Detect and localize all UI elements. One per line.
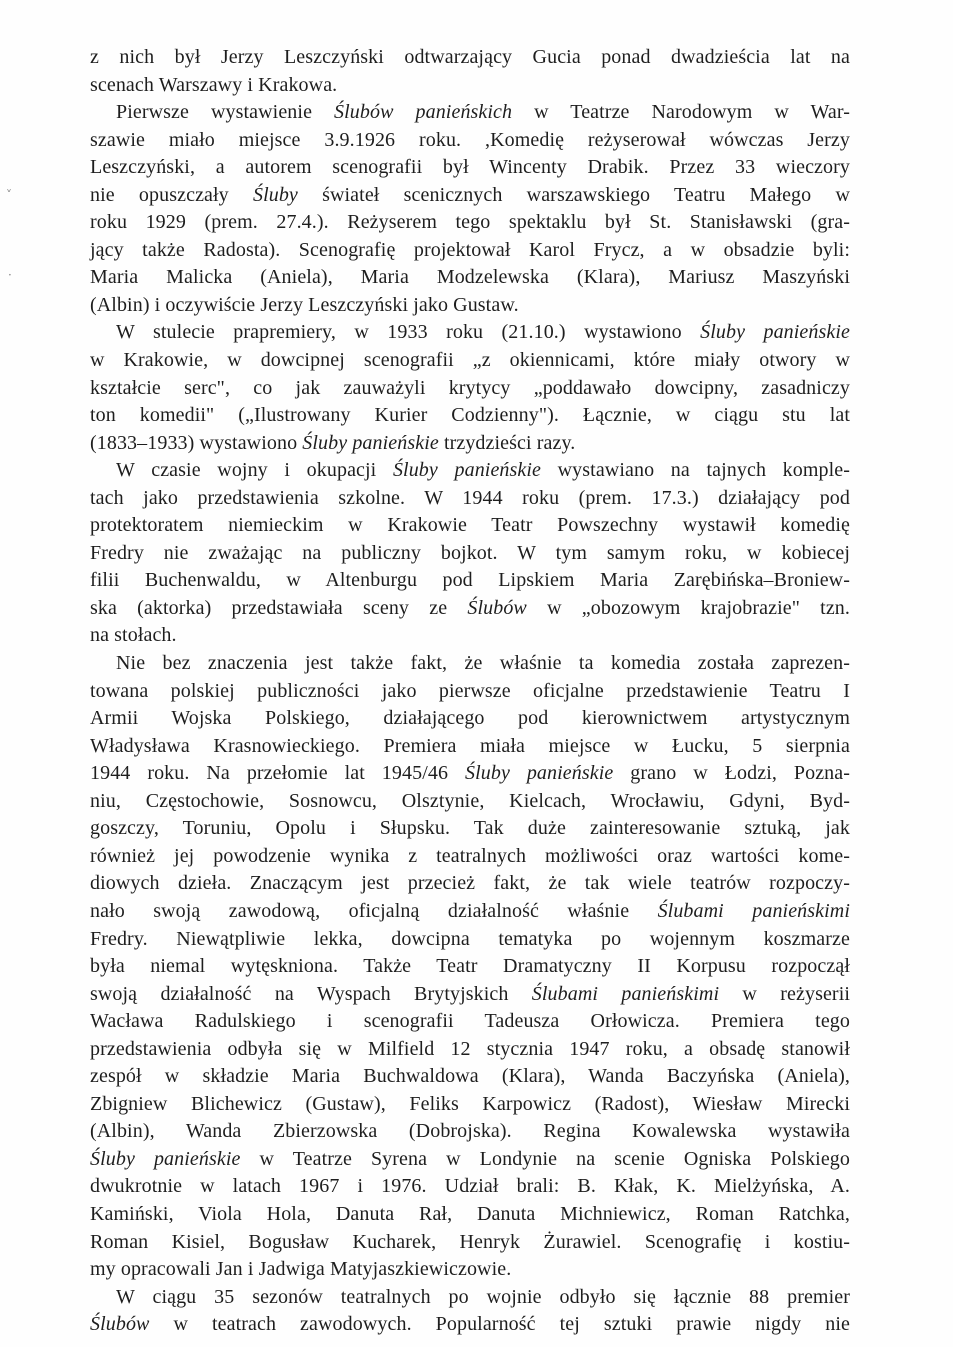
text-span: goszczy, Toruniu, Opolu i Słupsku. Tak duże zainteresowanie sztuką, jak bbox=[90, 817, 850, 840]
margin-speck: ˅ bbox=[6, 188, 12, 202]
text-line bbox=[90, 760, 850, 788]
text-span: towana polskiej publiczności jako pierwsze oficjalne przedstawienie Teatru I bbox=[90, 679, 850, 702]
text-span: protektoratem niemieckim w Krakowie Teatr Powszechny wystawił komedię bbox=[90, 514, 850, 537]
text-span: świateł scenicznych warszawskiego Teatru Małego w bbox=[297, 183, 850, 206]
text-line bbox=[90, 1201, 850, 1229]
italic-title-span: Ślubami panieńskimi bbox=[531, 982, 720, 1005]
text-line bbox=[90, 705, 850, 733]
text-line bbox=[90, 347, 850, 375]
italic-title-span: Ślubami panieńskimi bbox=[657, 899, 850, 922]
text-span: w Teatrze Syrena w Londynie na scenie Ogniska Polskiego bbox=[240, 1147, 851, 1170]
text-line bbox=[90, 237, 850, 265]
text-span: z nich był Jerzy Leszczyński odtwarzający Gucia ponad dwadzieścia lat na bbox=[90, 46, 850, 68]
text-span: niu, Częstochowie, Sosnowcu, Olsztynie, Kielcach, Wrocławiu, Gdyni, Byd- bbox=[90, 789, 850, 812]
text-span: ska (aktorka) przedstawiała sceny ze bbox=[90, 596, 468, 619]
text-line bbox=[90, 815, 850, 843]
text-span: grano w Łodzi, Pozna- bbox=[613, 762, 851, 785]
text-line bbox=[90, 375, 850, 403]
text-span: diowych dzieła. Znaczącym jest przecież fakt, że tak wiele teatrów rozpoczy- bbox=[90, 872, 850, 895]
text-line bbox=[90, 430, 850, 458]
text-line bbox=[90, 650, 850, 678]
text-line bbox=[90, 1256, 850, 1284]
text-span: Kamiński, Viola Hola, Danuta Rał, Danuta Michniewicz, Roman Ratchka, bbox=[90, 1202, 850, 1225]
text-line bbox=[90, 870, 850, 898]
text-span: przedstawienia odbyła się w Milfield 12 stycznia 1947 roku, a obsadę stanowił bbox=[90, 1037, 850, 1060]
text-span: również jej powodzenie wynika z teatralnych możliwości oraz wartości kome- bbox=[90, 844, 850, 867]
text-span: Armii Wojska Polskiego, działającego pod kierownictwem artystycznym bbox=[90, 707, 850, 730]
text-line bbox=[90, 99, 850, 127]
text-line bbox=[90, 622, 850, 650]
text-span: scenach Warszawy i Krakowa. bbox=[90, 73, 338, 96]
text-span: Leszczyński, a autorem scenografii był Wincenty Drabik. Przez 33 wieczory bbox=[90, 156, 850, 179]
text-span: szawie miało miejsce 3.9.1926 roku. ,Komedię reżyserował wówczas Jerzy bbox=[90, 128, 850, 151]
text-line bbox=[90, 595, 850, 623]
text-line bbox=[90, 485, 850, 513]
text-line bbox=[90, 898, 850, 926]
text-span: była niemal wytęskniona. Także Teatr Dramatyczny II Korpusu rozpoczął bbox=[90, 955, 850, 978]
text-span: nie opuszczały bbox=[90, 183, 253, 206]
text-line bbox=[90, 981, 850, 1009]
text-line bbox=[90, 1118, 850, 1146]
text-span: W ciągu 35 sezonów teatralnych po wojnie odbyło się łącznie 88 premier bbox=[116, 1285, 850, 1308]
text-span: W czasie wojny i okupacji bbox=[116, 459, 393, 482]
text-span: Władysława Krasnowieckiego. Premiera miała miejsce w Łucku, 5 sierpnia bbox=[90, 734, 850, 757]
margin-speck: · bbox=[8, 268, 12, 282]
text-span: w „obozowym krajobrazie" tzn. bbox=[526, 596, 850, 619]
text-line bbox=[90, 182, 850, 210]
italic-title-span: Ślubów bbox=[467, 596, 527, 619]
text-span: nało swoją zawodową, oficjalną działalność właśnie bbox=[90, 899, 658, 922]
italic-title-span: Śluby panieńskie bbox=[464, 762, 614, 785]
italic-title-span: Śluby panieńskie bbox=[392, 459, 542, 482]
text-span: w teatrach zawodowych. Popularność tej sztuki prawie nigdy nie bbox=[149, 1313, 850, 1336]
text-line bbox=[90, 402, 850, 430]
text-line bbox=[90, 1008, 850, 1036]
text-span: w reżyserii bbox=[719, 982, 851, 1005]
text-span: na stołach. bbox=[90, 624, 177, 647]
text-line bbox=[90, 733, 850, 761]
text-span: Pierwsze wystawienie bbox=[116, 101, 335, 124]
text-span: (Albin) i oczywiście Jerzy Leszczyński jako Gustaw. bbox=[90, 293, 519, 316]
text-span: W stulecie prapremiery, w 1933 roku (21.10.) wystawiono bbox=[116, 321, 701, 344]
text-line bbox=[90, 264, 850, 292]
text-span: w Teatrze Narodowym w War- bbox=[512, 101, 850, 124]
text-span: wystawiano na tajnych komple- bbox=[541, 459, 851, 482]
text-span: 1944 roku. Na przełomie lat 1945/46 bbox=[90, 762, 465, 785]
text-line bbox=[90, 127, 850, 155]
text-line bbox=[90, 1229, 850, 1257]
text-line bbox=[90, 567, 850, 595]
text-line bbox=[90, 154, 850, 182]
text-line bbox=[90, 953, 850, 981]
text-span: Nie bez znaczenia jest także fakt, że właśnie ta komedia została zaprezen- bbox=[116, 652, 850, 675]
text-span: my opracowali Jan i Jadwiga Matyjaszkiewiczowie. bbox=[90, 1258, 512, 1281]
italic-title-span: Śluby bbox=[252, 183, 298, 206]
text-span: Maria Malicka (Aniela), Maria Modzelewska (Klara), Mariusz Maszyński bbox=[90, 266, 850, 289]
italic-title-span: Śluby panieńskie bbox=[302, 431, 439, 454]
text-span: (Albin), Wanda Zbierzowska (Dobrojska). Regina Kowalewska wystawiła bbox=[90, 1120, 850, 1143]
text-line bbox=[90, 457, 850, 485]
text-span: kształcie serc", co jak zauważyli krytycy „poddawało dowcipny, zasadniczy bbox=[90, 376, 850, 399]
text-line bbox=[90, 1284, 850, 1312]
text-line bbox=[90, 788, 850, 816]
text-line bbox=[90, 843, 850, 871]
text-line bbox=[90, 540, 850, 568]
text-line bbox=[90, 678, 850, 706]
text-line bbox=[90, 1311, 850, 1339]
text-line bbox=[90, 319, 850, 347]
text-span: ton komedii" („Ilustrowany Kurier Codzienny"). Łącznie, w ciągu stu lat bbox=[90, 404, 850, 427]
text-span: trzydzieści razy. bbox=[438, 431, 576, 454]
text-line bbox=[90, 1036, 850, 1064]
text-span: (1833–1933) wystawiono bbox=[90, 431, 303, 454]
text-span: tach jako przedstawienia szkolne. W 1944 roku (prem. 17.3.) działający pod bbox=[90, 486, 850, 509]
text-span: Fredry nie zważając na publiczny bojkot. W tym samym roku, w kobiecej bbox=[90, 541, 850, 564]
text-span: Fredry. Niewątpliwie lekka, dowcipna tematyka po wojennym koszmarze bbox=[90, 927, 850, 950]
body-text bbox=[90, 44, 850, 1339]
text-span: jący także Radosta). Scenografię projektował Karol Frycz, a w obsadzie byli: bbox=[90, 238, 850, 261]
text-span: w Krakowie, w dowcipnej scenografii „z okiennicami, które miały otwory w bbox=[90, 349, 850, 372]
text-span: zespół w składzie Maria Buchwaldowa (Klara), Wanda Baczyńska (Aniela), bbox=[90, 1065, 850, 1088]
text-line bbox=[90, 512, 850, 540]
italic-title-span: Ślubów bbox=[90, 1313, 150, 1336]
text-span: Zbigniew Blichewicz (Gustaw), Feliks Karpowicz (Radost), Wiesław Mirecki bbox=[90, 1092, 850, 1115]
italic-title-span: Śluby panieńskie bbox=[90, 1147, 241, 1170]
text-span: Roman Kisiel, Bogusław Kucharek, Henryk Żurawiel. Scenografię i kostiu- bbox=[90, 1230, 850, 1253]
text-line bbox=[90, 44, 850, 72]
text-line bbox=[90, 209, 850, 237]
text-span: swoją działalność na Wyspach Brytyjskich bbox=[90, 982, 532, 1005]
text-span: dwukrotnie w latach 1967 i 1976. Udział brali: B. Kłak, K. Mielżyńska, A. bbox=[90, 1175, 850, 1198]
italic-title-span: Ślubów panieńskich bbox=[334, 101, 513, 124]
text-line bbox=[90, 1173, 850, 1201]
italic-title-span: Śluby panieńskie bbox=[700, 321, 851, 344]
text-line bbox=[90, 1146, 850, 1174]
text-line bbox=[90, 1063, 850, 1091]
text-span: filii Buchenwaldu, w Altenburgu pod Lipskiem Maria Zarębińska–Broniew- bbox=[90, 569, 850, 592]
text-span: roku 1929 (prem. 27.4.). Reżyserem tego spektaklu był St. Stanisławski (gra- bbox=[90, 211, 850, 234]
text-line bbox=[90, 1091, 850, 1119]
text-line bbox=[90, 292, 850, 320]
text-line bbox=[90, 926, 850, 954]
text-span: Wacława Radulskiego i scenografii Tadeusza Orłowicza. Premiera tego bbox=[90, 1010, 850, 1033]
text-line bbox=[90, 72, 850, 100]
